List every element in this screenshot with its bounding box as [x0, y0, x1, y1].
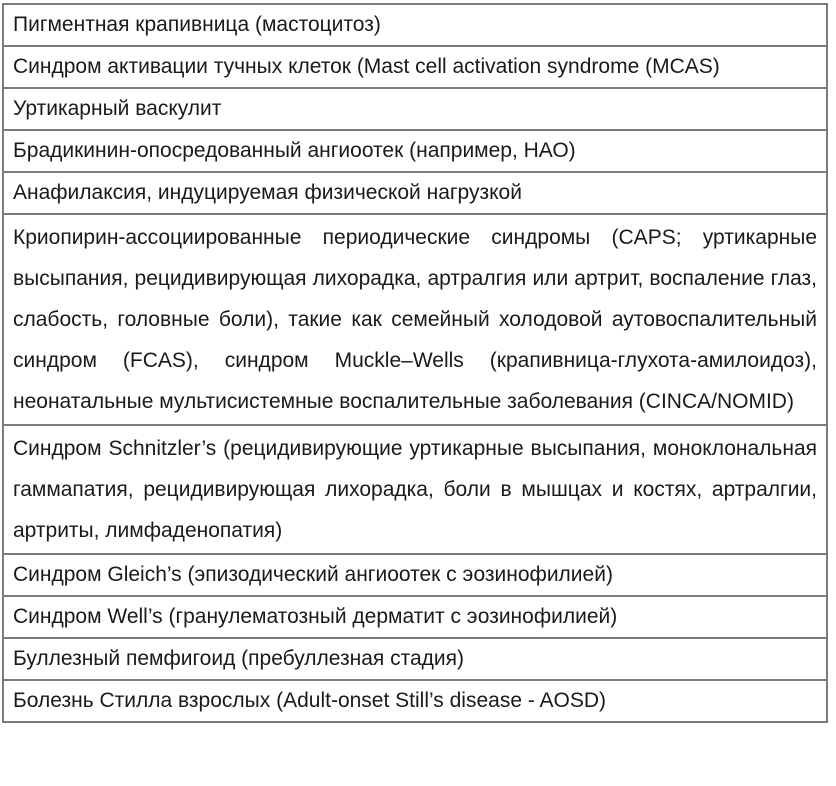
table-cell: Буллезный пемфигоид (пребуллезная стадия) [3, 638, 827, 680]
table-cell: Анафилаксия, индуцируемая физической нагрузкой [3, 172, 827, 214]
table-row [3, 425, 827, 554]
table-row [3, 88, 827, 130]
table-cell: Синдром Gleich’s (эпизодический ангиоотек с эозинофилией) [3, 554, 827, 596]
table-row [3, 596, 827, 638]
table-cell: Синдром Schnitzler’s (рецидивирующие уртикарные высыпания, моноклональная гаммапатия, рецидивирующая лихорадка, боли в мышцах и костях, артралгии, артриты, лимфаденопатия) [3, 425, 827, 554]
table-row [3, 214, 827, 425]
table-row [3, 680, 827, 722]
table-row [3, 130, 827, 172]
table-cell: Пигментная крапивница (мастоцитоз) [3, 4, 827, 46]
table-row [3, 638, 827, 680]
table-row [3, 46, 827, 88]
table-row [3, 172, 827, 214]
table-cell: Уртикарный васкулит [3, 88, 827, 130]
table-cell: Синдром активации тучных клеток (Mast cell activation syndrome (MCAS) [3, 46, 827, 88]
table-cell: Синдром Well’s (гранулематозный дерматит с эозинофилией) [3, 596, 827, 638]
table-cell: Болезнь Стилла взрослых (Adult-onset Still’s disease - AOSD) [3, 680, 827, 722]
table-row [3, 4, 827, 46]
conditions-table [2, 3, 828, 723]
table-row [3, 554, 827, 596]
table-cell: Криопирин-ассоциированные периодические синдромы (CAPS; уртикарные высыпания, рецидивирующая лихорадка, артралгия или артрит, воспаление глаз, слабость, головные боли), такие как семейный холодовой аутовоспалительный синдром (FCAS), синдром Muckle–Wells (крапивница-глухота-амилоидоз), неонатальные мультисистемные воспалительные заболевания (CINCA/NOMID) [3, 214, 827, 425]
table-cell: Брадикинин-опосредованный ангиоотек (например, НАО) [3, 130, 827, 172]
